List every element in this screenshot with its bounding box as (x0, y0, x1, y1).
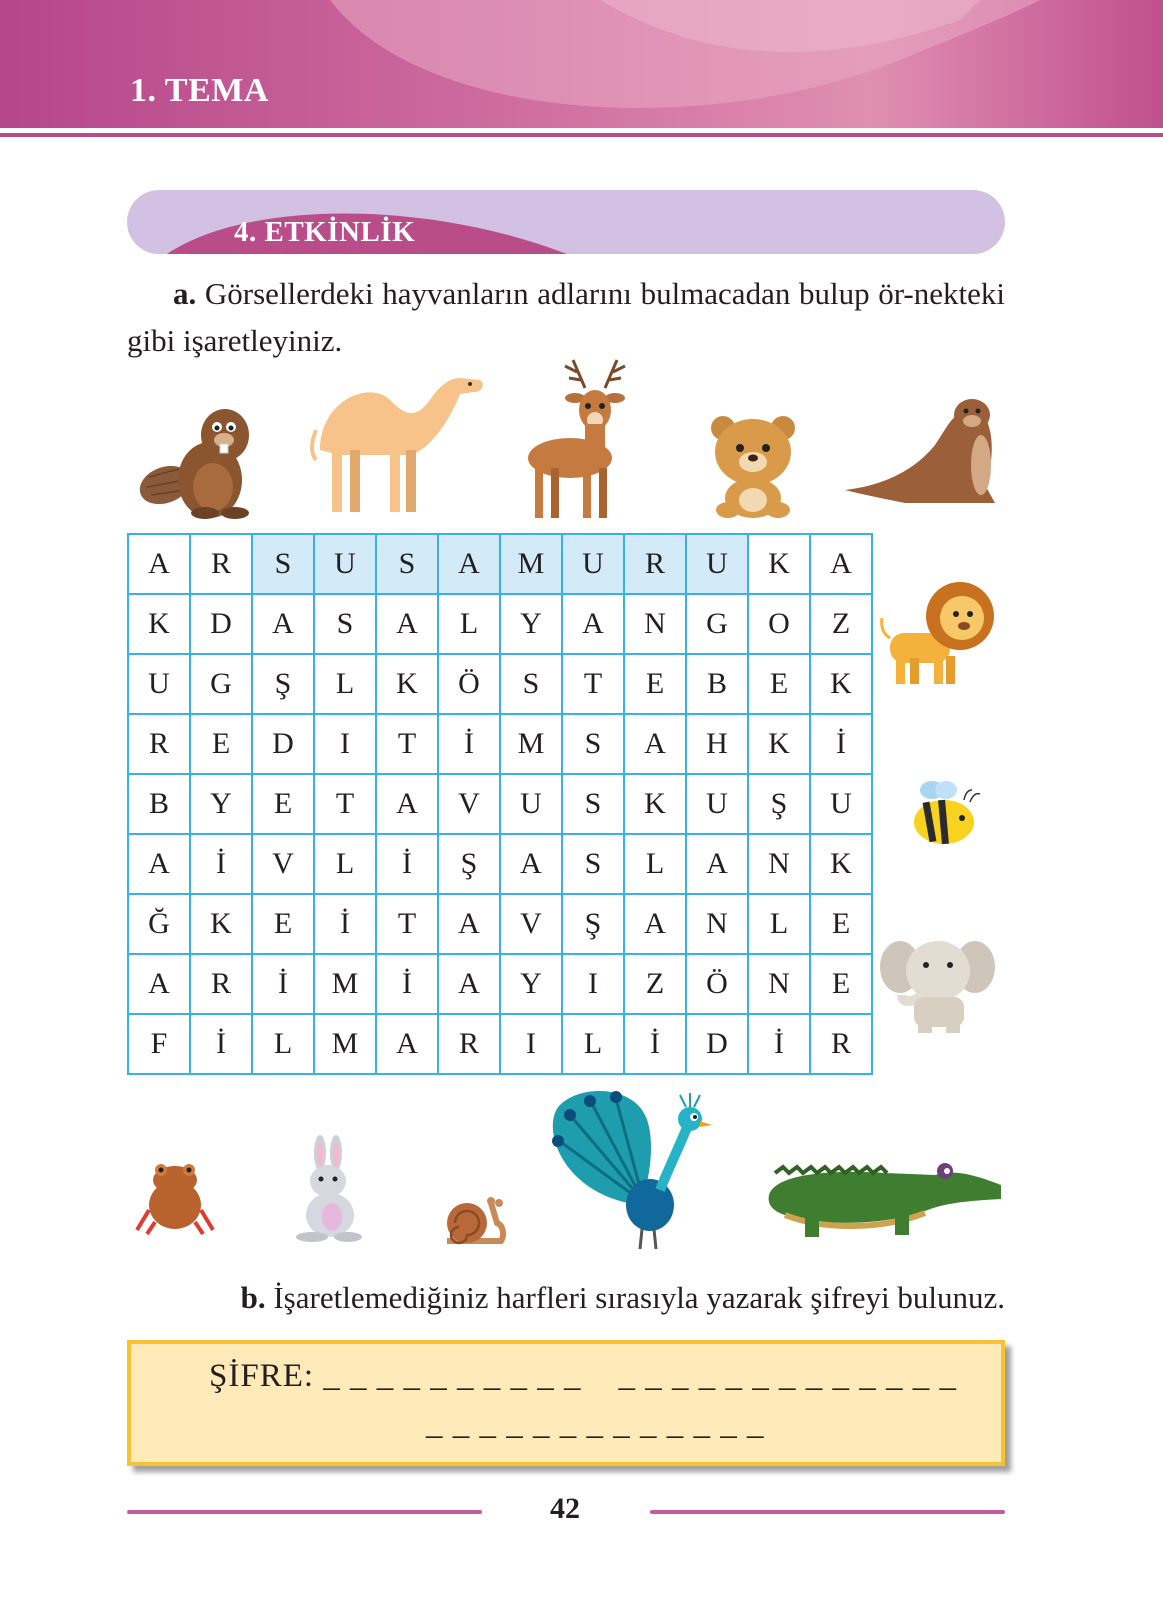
grid-cell[interactable]: İ (376, 834, 438, 894)
instruction-a (127, 270, 1005, 364)
grid-cell[interactable]: İ (190, 1014, 252, 1074)
grid-cell[interactable]: A (128, 834, 190, 894)
grid-cell[interactable]: S (500, 654, 562, 714)
grid-cell[interactable]: A (500, 834, 562, 894)
footer-line-right (650, 1510, 1005, 1514)
rabbit-icon (290, 1135, 365, 1243)
grid-cell[interactable]: K (748, 714, 810, 774)
grid-cell[interactable]: Ş (748, 774, 810, 834)
grid-cell[interactable]: R (438, 1014, 500, 1074)
password-line-2[interactable]: _ _ _ _ _ _ _ _ _ _ _ _ _ (426, 1406, 765, 1442)
grid-cell[interactable]: Z (810, 594, 872, 654)
grid-cell[interactable]: L (314, 654, 376, 714)
grid-cell[interactable]: Ş (252, 654, 314, 714)
grid-cell[interactable]: Ö (438, 654, 500, 714)
grid-cell[interactable]: D (190, 594, 252, 654)
grid-cell-highlighted[interactable]: S (376, 534, 438, 594)
activity-title: 4. ETKİNLİK (234, 216, 416, 248)
grid-cell[interactable]: Y (500, 594, 562, 654)
grid-cell[interactable]: İ (252, 954, 314, 1014)
grid-cell[interactable]: Y (190, 774, 252, 834)
grid-cell[interactable]: N (686, 894, 748, 954)
grid-row (128, 594, 872, 654)
grid-cell[interactable]: M (500, 714, 562, 774)
grid-cell[interactable]: Y (500, 954, 562, 1014)
grid-cell[interactable]: Ğ (128, 894, 190, 954)
grid-cell[interactable]: A (128, 954, 190, 1014)
grid-cell[interactable]: İ (748, 1014, 810, 1074)
grid-cell-highlighted[interactable]: U (686, 534, 748, 594)
grid-cell[interactable]: U (500, 774, 562, 834)
instruction-a-text: Görsellerdeki hayvanların adlarını bulmacadan bulup ör-nekteki gibi işaretleyiniz. (127, 276, 1006, 358)
grid-cell[interactable]: A (376, 1014, 438, 1074)
grid-cell[interactable]: L (252, 1014, 314, 1074)
grid-cell[interactable]: V (438, 774, 500, 834)
grid-cell[interactable]: S (562, 714, 624, 774)
grid-cell[interactable]: S (314, 594, 376, 654)
grid-cell-highlighted[interactable]: U (314, 534, 376, 594)
grid-cell[interactable]: H (686, 714, 748, 774)
grid-cell[interactable]: A (624, 714, 686, 774)
grid-cell[interactable]: Z (624, 954, 686, 1014)
grid-cell-highlighted[interactable]: M (500, 534, 562, 594)
grid-cell[interactable]: İ (314, 894, 376, 954)
grid-cell[interactable]: S (562, 774, 624, 834)
grid-cell[interactable]: İ (190, 834, 252, 894)
password-line-1[interactable]: ŞİFRE: _ _ _ _ _ _ _ _ _ _ _ _ _ _ _ _ _ _ _ _ _ _ _ (209, 1358, 958, 1394)
grid-cell[interactable]: R (810, 1014, 872, 1074)
frog-icon (135, 1160, 215, 1235)
grid-row (128, 1014, 872, 1074)
grid-cell[interactable]: B (128, 774, 190, 834)
grid-cell[interactable]: N (624, 594, 686, 654)
grid-cell[interactable]: A (810, 534, 872, 594)
grid-cell[interactable]: A (624, 894, 686, 954)
grid-cell[interactable]: N (748, 834, 810, 894)
grid-cell[interactable]: E (810, 894, 872, 954)
grid-cell[interactable]: O (748, 594, 810, 654)
grid-cell[interactable]: G (190, 654, 252, 714)
grid-cell[interactable]: L (748, 894, 810, 954)
grid-cell[interactable]: T (376, 714, 438, 774)
grid-cell[interactable]: Ş (562, 894, 624, 954)
instruction-b (127, 1280, 1005, 1316)
grid-cell[interactable]: K (810, 654, 872, 714)
grid-cell[interactable]: İ (438, 714, 500, 774)
beaver-icon (135, 395, 255, 520)
grid-row (128, 534, 872, 594)
grid-cell[interactable]: E (190, 714, 252, 774)
grid-cell[interactable]: I (314, 714, 376, 774)
grid-cell[interactable]: U (810, 774, 872, 834)
grid-cell[interactable]: F (128, 1014, 190, 1074)
grid-cell[interactable]: A (438, 894, 500, 954)
theme-title: 1. TEMA (130, 72, 269, 109)
grid-cell-highlighted[interactable]: A (438, 534, 500, 594)
grid-cell[interactable]: T (562, 654, 624, 714)
grid-cell[interactable]: İ (810, 714, 872, 774)
grid-cell[interactable]: E (748, 654, 810, 714)
grid-cell[interactable]: E (810, 954, 872, 1014)
grid-cell[interactable]: M (314, 954, 376, 1014)
grid-cell[interactable]: I (500, 1014, 562, 1074)
grid-cell[interactable]: V (252, 834, 314, 894)
grid-cell-highlighted[interactable]: U (562, 534, 624, 594)
grid-cell[interactable]: T (314, 774, 376, 834)
instruction-b-index: b. (240, 1280, 266, 1315)
grid-cell[interactable]: M (314, 1014, 376, 1074)
grid-row (128, 954, 872, 1014)
grid-cell[interactable]: U (128, 654, 190, 714)
grid-cell[interactable]: K (810, 834, 872, 894)
grid-cell[interactable]: L (438, 594, 500, 654)
grid-row (128, 714, 872, 774)
grid-cell[interactable]: N (748, 954, 810, 1014)
grid-cell[interactable]: V (500, 894, 562, 954)
snail-icon (443, 1195, 508, 1245)
grid-cell[interactable]: E (624, 654, 686, 714)
bee-icon (912, 778, 984, 850)
grid-cell[interactable]: K (190, 894, 252, 954)
grid-cell[interactable]: U (686, 774, 748, 834)
peacock-icon (540, 1085, 720, 1250)
grid-cell[interactable]: K (376, 654, 438, 714)
grid-cell[interactable]: K (128, 594, 190, 654)
lion-icon (880, 578, 1000, 693)
grid-cell[interactable]: A (438, 954, 500, 1014)
grid-cell[interactable]: R (128, 714, 190, 774)
grid-cell[interactable]: İ (376, 954, 438, 1014)
instruction-a-index: a. (173, 276, 197, 311)
grid-cell[interactable]: Ö (686, 954, 748, 1014)
grid-cell[interactable]: A (128, 534, 190, 594)
grid-cell[interactable]: Ş (438, 834, 500, 894)
grid-cell[interactable]: K (748, 534, 810, 594)
otter-icon (845, 395, 1005, 515)
grid-cell[interactable]: A (376, 594, 438, 654)
grid-cell[interactable]: T (376, 894, 438, 954)
bear-icon (708, 410, 798, 520)
grid-cell[interactable]: E (252, 774, 314, 834)
grid-row (128, 894, 872, 954)
grid-cell[interactable]: B (686, 654, 748, 714)
grid-cell-highlighted[interactable]: R (624, 534, 686, 594)
grid-cell[interactable]: A (376, 774, 438, 834)
grid-cell[interactable]: A (562, 594, 624, 654)
elephant-icon (880, 935, 995, 1035)
grid-cell[interactable]: G (686, 594, 748, 654)
grid-cell[interactable]: D (252, 714, 314, 774)
grid-row (128, 834, 872, 894)
word-search-grid (127, 533, 873, 1075)
grid-cell[interactable]: S (562, 834, 624, 894)
crocodile-icon (765, 1155, 1005, 1245)
grid-cell[interactable]: L (562, 1014, 624, 1074)
instruction-b-text: İşaretlemediğiniz harfleri sırasıyla yazarak şifreyi bulunuz. (273, 1280, 1005, 1315)
footer-line-left (127, 1510, 482, 1514)
grid-cell[interactable]: İ (624, 1014, 686, 1074)
password-answer-box[interactable] (127, 1340, 1005, 1466)
grid-cell[interactable]: L (624, 834, 686, 894)
grid-cell[interactable]: R (190, 534, 252, 594)
page-number: 42 (550, 1492, 580, 1525)
grid-cell[interactable]: A (252, 594, 314, 654)
camel-icon (310, 360, 490, 520)
grid-cell[interactable]: I (562, 954, 624, 1014)
grid-row (128, 654, 872, 714)
grid-cell[interactable]: K (624, 774, 686, 834)
grid-cell[interactable]: D (686, 1014, 748, 1074)
grid-cell[interactable]: L (314, 834, 376, 894)
deer-icon (515, 358, 645, 523)
grid-cell[interactable]: R (190, 954, 252, 1014)
grid-row (128, 774, 872, 834)
grid-cell[interactable]: E (252, 894, 314, 954)
grid-cell-highlighted[interactable]: S (252, 534, 314, 594)
grid-cell[interactable]: A (686, 834, 748, 894)
